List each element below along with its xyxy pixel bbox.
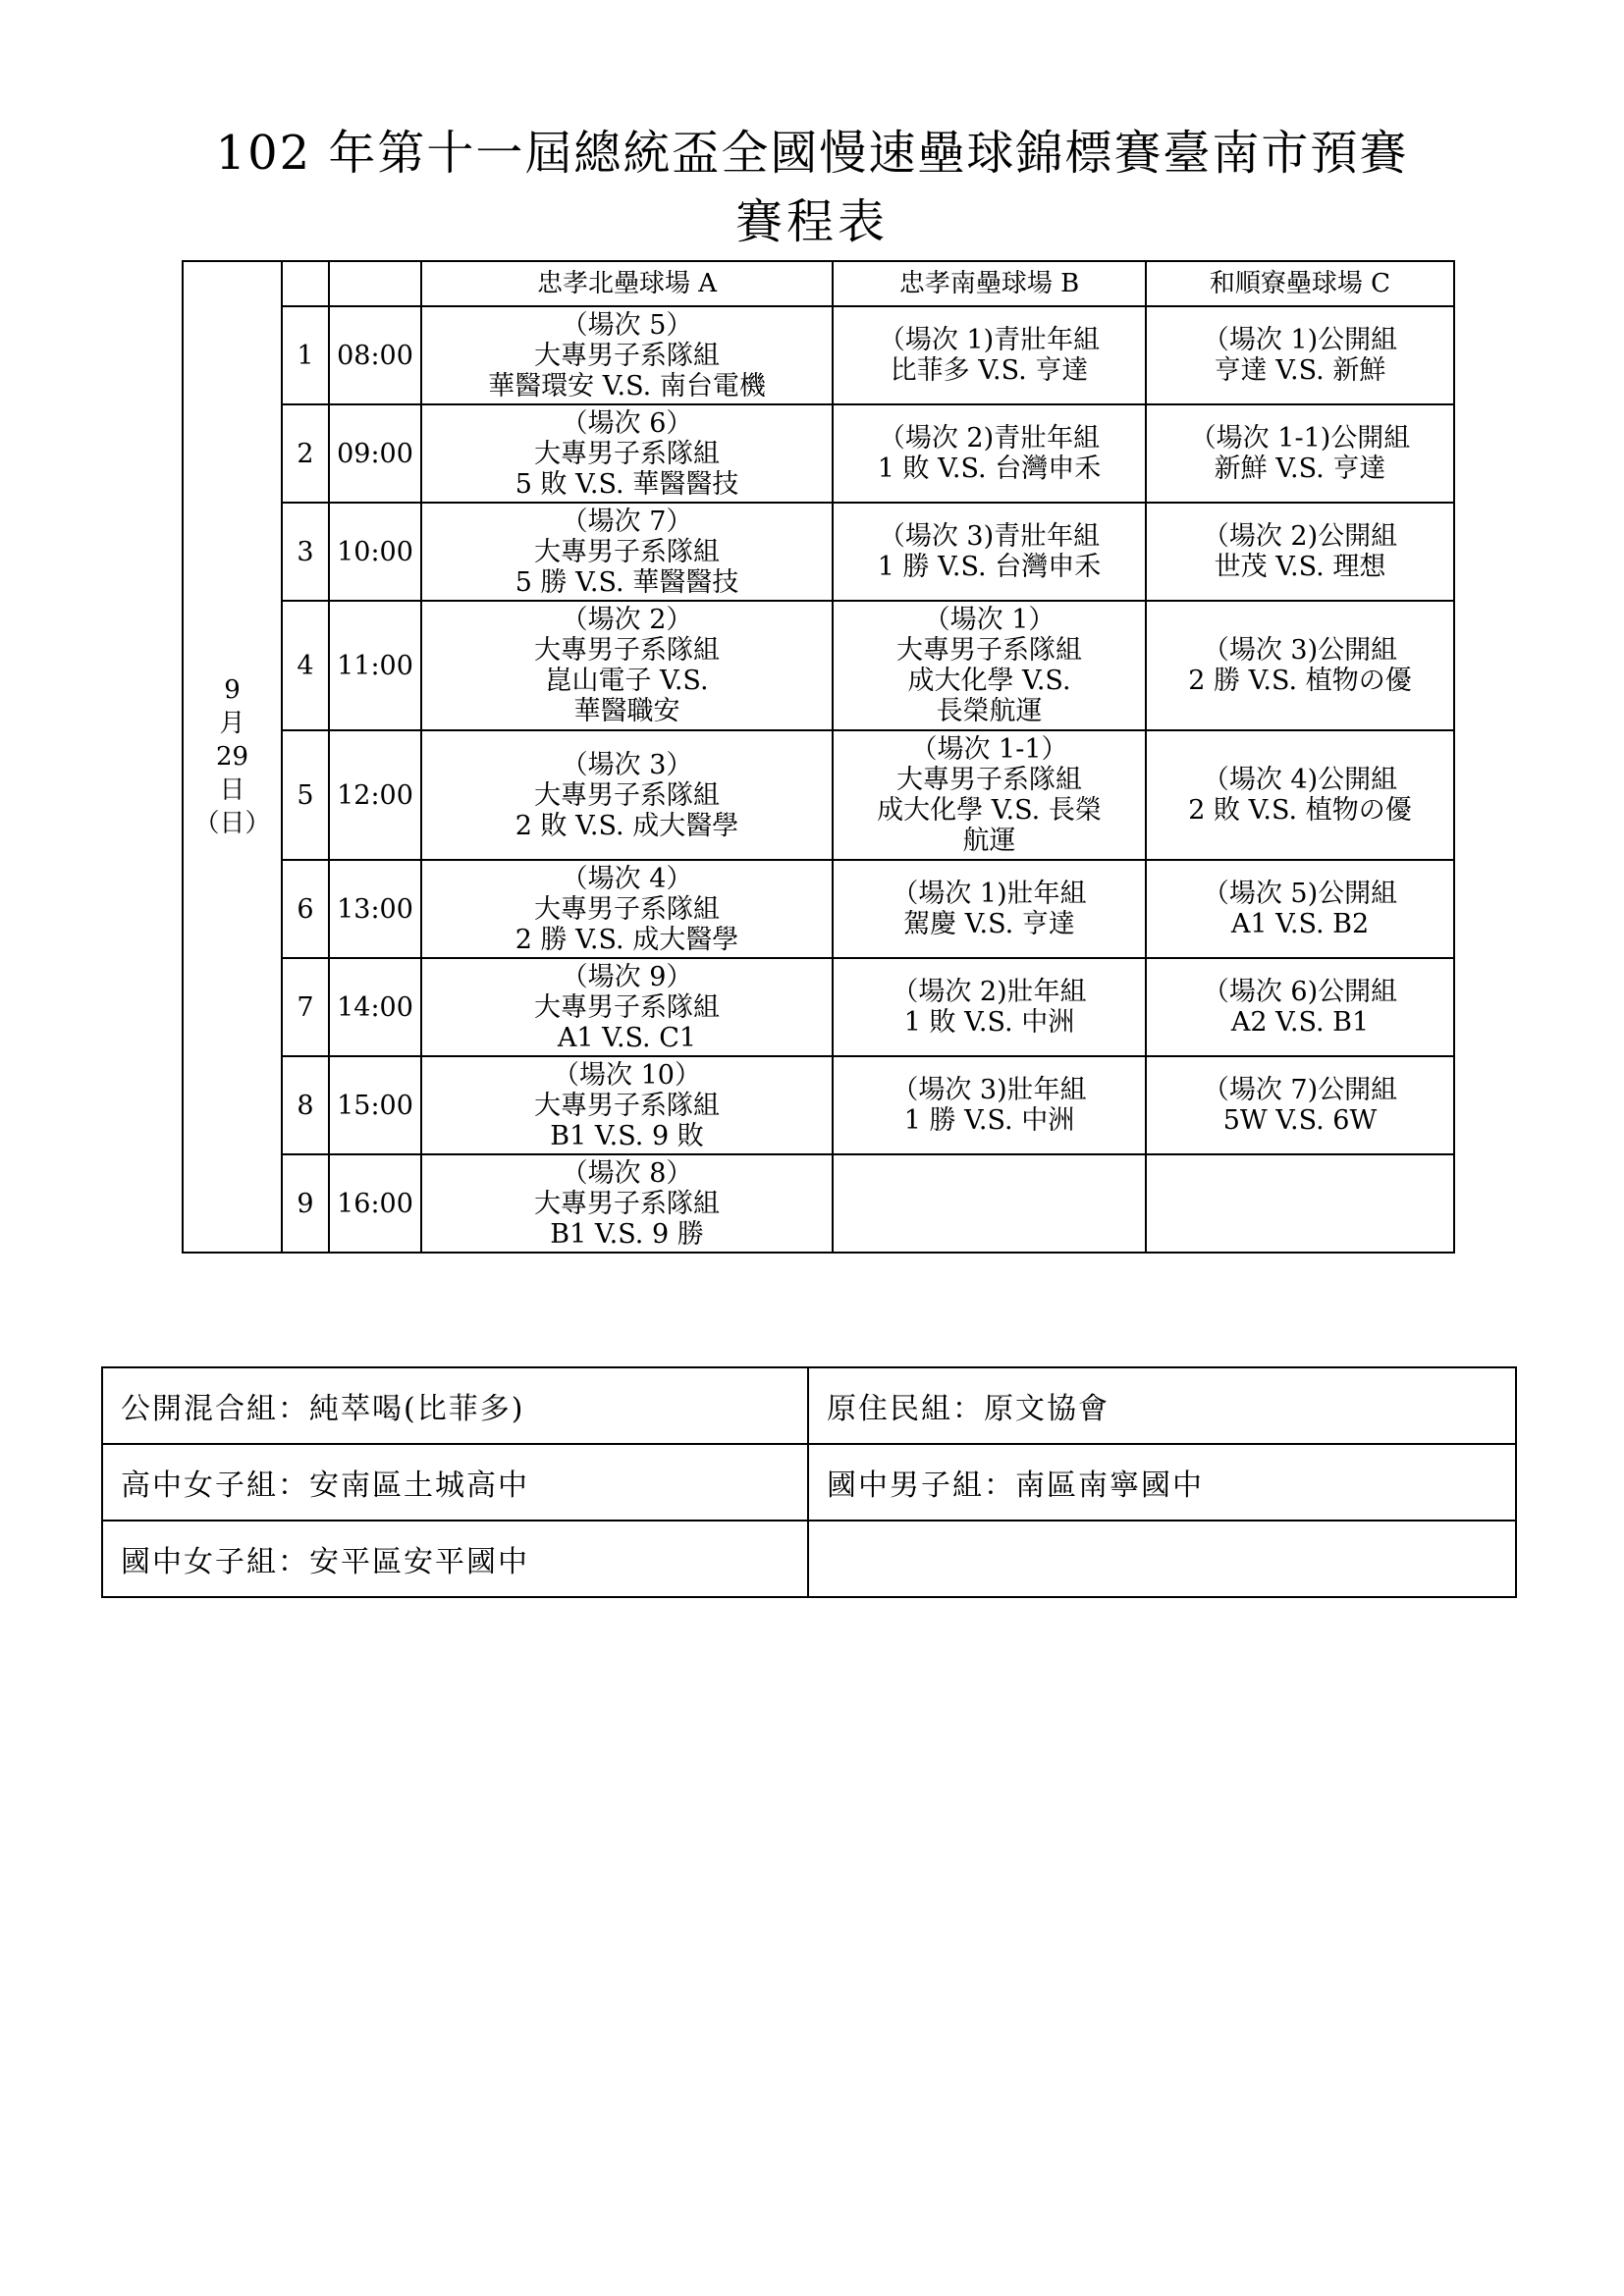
game-line: （場次 7)公開組	[1202, 1075, 1398, 1105]
schedule-row	[183, 601, 1454, 730]
date-line: 日	[219, 775, 245, 805]
game-line: 華醫職安	[573, 696, 680, 726]
game-number: 1	[282, 306, 329, 404]
game-line: 5W V.S. 6W	[1222, 1105, 1378, 1136]
award-cell: 國中男子組：南區南寧國中	[808, 1444, 1516, 1521]
game-line: A1 V.S. C1	[557, 1022, 697, 1053]
award-cell: 公開混合組：純萃喝(比菲多)	[102, 1367, 808, 1444]
game-line: （場次 8）	[561, 1157, 693, 1189]
game-line: 新鮮 V.S. 亨達	[1214, 454, 1386, 484]
game-time: 12:00	[329, 730, 421, 860]
game-line: 大專男子系隊組	[534, 1188, 720, 1219]
game-line: 2 敗 V.S. 成大醫學	[514, 810, 739, 841]
game-number: 7	[282, 958, 329, 1056]
field-b-game	[833, 958, 1146, 1056]
game-time: 11:00	[329, 601, 421, 730]
game-line: （場次 2)青壯年組	[878, 423, 1101, 454]
game-line: 大專男子系隊組	[534, 635, 720, 666]
game-line: 航運	[962, 826, 1016, 856]
game-line: 成大化學 V.S. 長榮	[877, 795, 1102, 826]
award-cell	[808, 1521, 1516, 1597]
field-b-game	[833, 601, 1146, 730]
game-line: 1 勝 V.S. 中洲	[903, 1105, 1075, 1136]
game-line: 亨達 V.S. 新鮮	[1214, 355, 1386, 386]
game-line: （場次 7）	[561, 506, 693, 537]
field-b-game	[833, 730, 1146, 860]
game-line: 大專男子系隊組	[534, 991, 720, 1023]
field-b-game	[833, 503, 1146, 601]
game-line: （場次 1)壯年組	[892, 879, 1087, 909]
schedule-row	[183, 306, 1454, 404]
game-line: （場次 9）	[561, 961, 693, 992]
schedule-row	[183, 503, 1454, 601]
game-time: 13:00	[329, 860, 421, 958]
game-line: （場次 6)公開組	[1202, 977, 1398, 1007]
header-field-b: 忠孝南壘球場 B	[833, 261, 1146, 306]
header-field-a: 忠孝北壘球場 A	[421, 261, 833, 306]
game-line: 比菲多 V.S. 亨達	[890, 355, 1089, 386]
game-line: 大專男子系隊組	[534, 779, 720, 811]
field-c-game	[1146, 860, 1454, 958]
game-line: （場次 5）	[561, 309, 693, 341]
game-line: 成大化學 V.S.	[907, 666, 1071, 696]
game-line: 5 敗 V.S. 華醫醫技	[514, 468, 739, 500]
game-line: 駕慶 V.S. 亨達	[903, 909, 1075, 939]
game-line: A2 V.S. B1	[1230, 1007, 1370, 1038]
date-line: 29	[215, 742, 249, 772]
field-b-game	[833, 306, 1146, 404]
award-cell: 國中女子組：安平區安平國中	[102, 1521, 808, 1597]
game-line: （場次 2)公開組	[1202, 521, 1398, 552]
field-c-game	[1146, 1056, 1454, 1154]
game-line: 2 勝 V.S. 成大醫學	[514, 924, 739, 955]
award-row	[102, 1367, 1516, 1444]
document-title: 102 年第十一屆總統盃全國慢速壘球錦標賽臺南市預賽	[215, 126, 1409, 181]
field-b-game	[833, 860, 1146, 958]
game-line: （場次 3)公開組	[1202, 635, 1398, 666]
date-line: 月	[219, 709, 245, 738]
field-c-game	[1146, 1154, 1454, 1253]
game-time: 10:00	[329, 503, 421, 601]
header-field-c: 和順寮壘球場 C	[1146, 261, 1454, 306]
game-line: （場次 2）	[561, 605, 693, 635]
game-line: 大專男子系隊組	[896, 635, 1082, 666]
game-line: 大專男子系隊組	[534, 893, 720, 925]
game-number: 3	[282, 503, 329, 601]
game-line: （場次 6）	[561, 407, 693, 439]
field-c-game	[1146, 404, 1454, 503]
game-line: （場次 5)公開組	[1202, 879, 1398, 909]
game-line: 華醫環安 V.S. 南台電機	[488, 370, 766, 401]
game-line: （場次 1)公開組	[1202, 325, 1398, 355]
schedule-row	[183, 404, 1454, 503]
game-line: （場次 10）	[553, 1059, 701, 1091]
game-line: B1 V.S. 9 敗	[550, 1120, 704, 1151]
schedule-row	[183, 860, 1454, 958]
game-time: 16:00	[329, 1154, 421, 1253]
game-line: 崑山電子 V.S.	[545, 666, 709, 696]
field-a-game	[421, 730, 833, 860]
game-time: 09:00	[329, 404, 421, 503]
game-line: 世茂 V.S. 理想	[1214, 552, 1386, 582]
game-time: 14:00	[329, 958, 421, 1056]
game-line: 大專男子系隊組	[896, 765, 1082, 795]
award-cell: 高中女子組：安南區土城高中	[102, 1444, 808, 1521]
field-a-game	[421, 958, 833, 1056]
game-line: 2 敗 V.S. 植物の優	[1188, 795, 1412, 826]
game-time: 08:00	[329, 306, 421, 404]
game-line: 1 敗 V.S. 中洲	[903, 1007, 1075, 1038]
field-a-game	[421, 601, 833, 730]
field-c-game	[1146, 503, 1454, 601]
game-line: （場次 4)公開組	[1202, 765, 1398, 795]
field-a-game	[421, 860, 833, 958]
game-number: 2	[282, 404, 329, 503]
awards-table	[101, 1366, 1517, 1598]
field-c-game	[1146, 958, 1454, 1056]
game-line: （場次 3）	[561, 749, 693, 780]
award-row	[102, 1444, 1516, 1521]
field-a-game	[421, 306, 833, 404]
date-line: 9	[224, 675, 241, 705]
game-line: 大專男子系隊組	[534, 1090, 720, 1121]
schedule-row	[183, 958, 1454, 1056]
game-line: 長榮航運	[936, 696, 1043, 726]
game-line: （場次 3)青壯年組	[878, 521, 1101, 552]
game-number: 6	[282, 860, 329, 958]
field-c-game	[1146, 730, 1454, 860]
game-line: （場次 2)壯年組	[892, 977, 1087, 1007]
game-line: 大專男子系隊組	[534, 438, 720, 469]
game-line: 大專男子系隊組	[534, 340, 720, 371]
game-number: 9	[282, 1154, 329, 1253]
schedule-table	[182, 260, 1455, 1254]
game-line: （場次 1-1）	[910, 734, 1068, 765]
game-line: 1 敗 V.S. 台灣申禾	[877, 454, 1102, 484]
award-cell: 原住民組：原文協會	[808, 1367, 1516, 1444]
game-time: 15:00	[329, 1056, 421, 1154]
date-cell	[183, 261, 282, 1253]
game-number: 5	[282, 730, 329, 860]
schedule-row	[183, 730, 1454, 860]
field-b-game	[833, 404, 1146, 503]
header-cell	[282, 261, 329, 306]
field-a-game	[421, 404, 833, 503]
game-line: 2 勝 V.S. 植物の優	[1188, 666, 1412, 696]
date-line: （日）	[193, 809, 271, 838]
game-line: 5 勝 V.S. 華醫醫技	[514, 566, 739, 598]
game-line: A1 V.S. B2	[1230, 909, 1370, 939]
field-c-game	[1146, 601, 1454, 730]
schedule-row	[183, 1154, 1454, 1253]
field-c-game	[1146, 306, 1454, 404]
header-cell	[329, 261, 421, 306]
game-line: 大專男子系隊組	[534, 536, 720, 567]
game-line: （場次 3)壯年組	[892, 1075, 1087, 1105]
game-line: 1 勝 V.S. 台灣申禾	[877, 552, 1102, 582]
game-line: B1 V.S. 9 勝	[550, 1218, 704, 1250]
schedule-header-row	[183, 261, 1454, 306]
field-a-game	[421, 1154, 833, 1253]
schedule-row	[183, 1056, 1454, 1154]
game-number: 4	[282, 601, 329, 730]
game-number: 8	[282, 1056, 329, 1154]
game-line: （場次 1-1)公開組	[1189, 423, 1411, 454]
game-line: （場次 4）	[561, 863, 693, 894]
field-a-game	[421, 1056, 833, 1154]
field-a-game	[421, 503, 833, 601]
field-b-game	[833, 1056, 1146, 1154]
award-row	[102, 1521, 1516, 1597]
document-subtitle: 賽程表	[734, 194, 889, 249]
field-b-game	[833, 1154, 1146, 1253]
game-line: （場次 1）	[923, 605, 1056, 635]
game-line: （場次 1)青壯年組	[878, 325, 1101, 355]
